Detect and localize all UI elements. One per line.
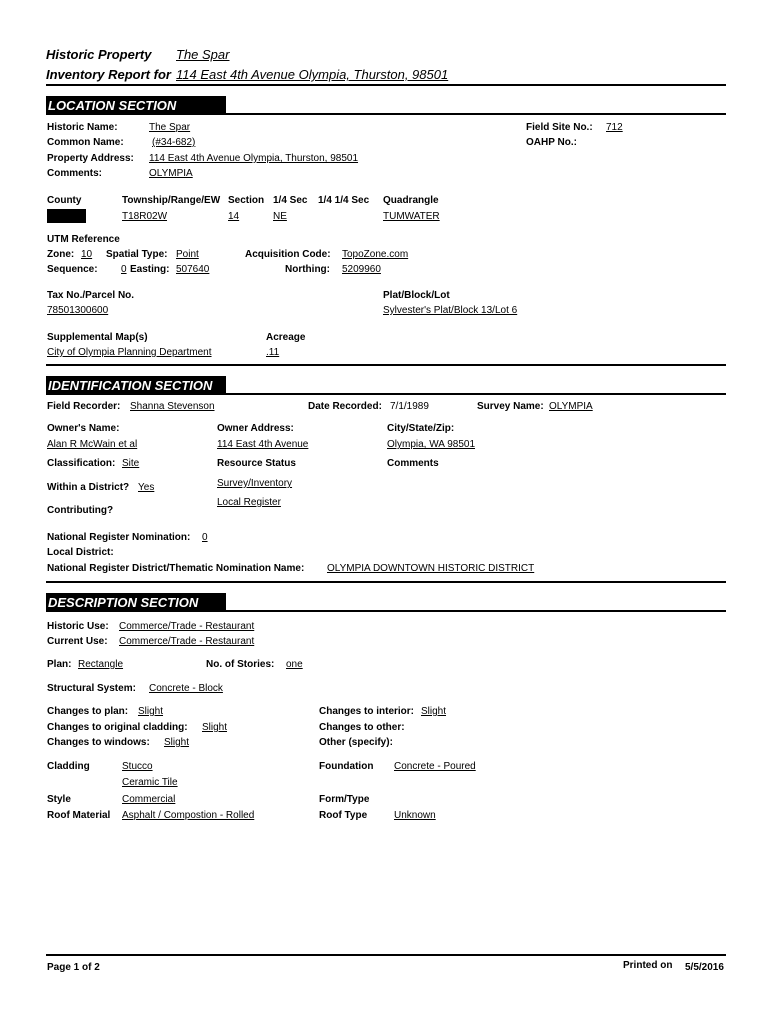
section-rule [46,84,726,86]
nr-district-value: OLYMPIA DOWNTOWN HISTORIC DISTRICT [327,563,535,574]
common-name-value: (#34-682) [152,137,196,148]
supplemental-maps-value: City of Olympia Planning Department [47,347,212,358]
classification-label: Classification: [47,458,116,469]
section-value: 14 [228,211,240,222]
cladding-value-stucco: Stucco [122,761,153,772]
oahp-label: OAHP No.: [526,137,577,148]
printed-date: 5/5/2016 [685,962,724,973]
comments-value: OLYMPIA [149,168,193,179]
city-state-zip-label: City/State/Zip: [387,423,455,434]
footer-rule [46,954,726,956]
identification-section-header: IDENTIFICATION SECTION [46,376,226,395]
field-site-label: Field Site No.: [526,122,593,133]
owner-name-label: Owner's Name: [47,423,120,434]
cladding-value-tile: Ceramic Tile [122,777,178,788]
stories-label: No. of Stories: [206,659,275,670]
acquisition-code-value: TopoZone.com [342,249,409,260]
nr-district-label: National Register District/Thematic Nomination Name: [47,563,305,574]
historic-use-label: Historic Use: [47,621,109,632]
form-type-label: Form/Type [319,794,370,805]
historic-property-value: The Spar [176,47,230,62]
report-value: 114 East 4th Avenue Olympia, Thurston, 98501 [176,67,449,82]
changes-interior-value: Slight [421,706,447,717]
acreage-value: .11 [266,347,280,358]
spatial-type-value: Point [176,249,199,260]
within-district-value: Yes [138,482,155,493]
trs-value: T18R02W [122,211,168,222]
current-use-label: Current Use: [47,636,108,647]
other-specify-label: Other (specify): [319,737,393,748]
classification-value: Site [122,458,140,469]
zone-label: Zone: [47,249,75,260]
comments-label: Comments [387,458,439,469]
changes-plan-value: Slight [138,706,164,717]
historic-property-label: Historic Property [46,47,152,62]
property-address-value: 114 East 4th Avenue Olympia, Thurston, 98501 [149,153,359,164]
plan-value: Rectangle [78,659,124,670]
changes-interior-label: Changes to interior: [319,706,415,717]
comments-label: Comments: [47,168,103,179]
easting-label: Easting: [130,264,170,275]
spatial-type-label: Spatial Type: [106,249,168,260]
acreage-label: Acreage [266,332,306,343]
historic-use-value: Commerce/Trade - Restaurant [119,621,255,632]
quarter-quarter-label: 1/4 1/4 Sec [318,195,370,206]
survey-name-value: OLYMPIA [549,401,593,412]
section-label: Section [228,195,265,206]
zone-value: 10 [81,249,93,260]
tax-parcel-label: Tax No./Parcel No. [47,290,135,301]
sequence-label: Sequence: [47,264,98,275]
changes-other-label: Changes to other: [319,722,405,733]
cladding-label: Cladding [47,761,90,772]
changes-windows-value: Slight [164,737,190,748]
changes-cladding-value: Slight [202,722,228,733]
historic-name-label: Historic Name: [47,122,118,133]
owner-name-value: Alan R McWain et al [47,439,138,450]
quarter-section-label: 1/4 Sec [273,195,308,206]
roof-material-value: Asphalt / Compostion - Rolled [122,810,255,821]
printed-on-label: Printed on [623,960,673,971]
quarter-section-value: NE [273,211,287,222]
foundation-value: Concrete - Poured [394,761,476,772]
northing-label: Northing: [285,264,330,275]
county-label: County [47,195,82,206]
description-section-header: DESCRIPTION SECTION [46,593,226,612]
local-district-label: Local District: [47,547,114,558]
style-value: Commercial [122,794,176,805]
plat-block-lot-value: Sylvester's Plat/Block 13/Lot 6 [383,305,518,316]
plan-label: Plan: [47,659,72,670]
contributing-label: Contributing? [47,505,114,516]
field-recorder-value: Shanna Stevenson [130,401,215,412]
section-rule [46,581,726,583]
trs-label: Township/Range/EW [122,195,221,206]
city-state-zip-value: Olympia, WA 98501 [387,439,476,450]
nr-nomination-label: National Register Nomination: [47,532,191,543]
quadrangle-value: TUMWATER [383,211,440,222]
roof-material-label: Roof Material [47,810,111,821]
owner-address-label: Owner Address: [217,423,294,434]
resource-status-label: Resource Status [217,458,296,469]
field-site-value: 712 [606,122,623,133]
resource-status-survey: Survey/Inventory [217,478,293,489]
changes-plan-label: Changes to plan: [47,706,129,717]
stories-value: one [286,659,303,670]
roof-type-value: Unknown [394,810,436,821]
page-number: Page 1 of 2 [47,962,100,973]
property-address-label: Property Address: [47,153,134,164]
changes-cladding-label: Changes to original cladding: [47,722,188,733]
date-recorded-value: 7/1/1989 [390,401,429,412]
roof-type-label: Roof Type [319,810,368,821]
changes-windows-label: Changes to windows: [47,737,150,748]
survey-name-label: Survey Name: [477,401,544,412]
style-label: Style [47,794,71,805]
acquisition-code-label: Acquisition Code: [245,249,331,260]
plat-block-lot-label: Plat/Block/Lot [383,290,450,301]
owner-address-value: 114 East 4th Avenue [217,439,309,450]
report-label: Inventory Report for [46,67,171,82]
section-rule [46,610,726,612]
field-recorder-label: Field Recorder: [47,401,121,412]
section-rule [46,113,726,115]
county-redacted-box [47,209,86,223]
within-district-label: Within a District? [47,482,130,493]
tax-parcel-value: 78501300600 [47,305,109,316]
common-name-label: Common Name: [47,137,124,148]
section-rule [46,393,726,395]
northing-value: 5209960 [342,264,381,275]
resource-status-local: Local Register [217,497,281,508]
structural-system-label: Structural System: [47,683,136,694]
date-recorded-label: Date Recorded: [308,401,382,412]
quadrangle-label: Quadrangle [383,195,439,206]
current-use-value: Commerce/Trade - Restaurant [119,636,255,647]
supplemental-maps-label: Supplemental Map(s) [47,332,148,343]
section-rule [46,364,726,366]
easting-value: 507640 [176,264,210,275]
nr-nomination-value: 0 [202,532,208,543]
location-section-header: LOCATION SECTION [46,96,226,115]
sequence-value: 0 [121,264,127,275]
historic-name-value: The Spar [149,122,191,133]
structural-system-value: Concrete - Block [149,683,223,694]
foundation-label: Foundation [319,761,374,772]
utm-label: UTM Reference [47,234,120,245]
